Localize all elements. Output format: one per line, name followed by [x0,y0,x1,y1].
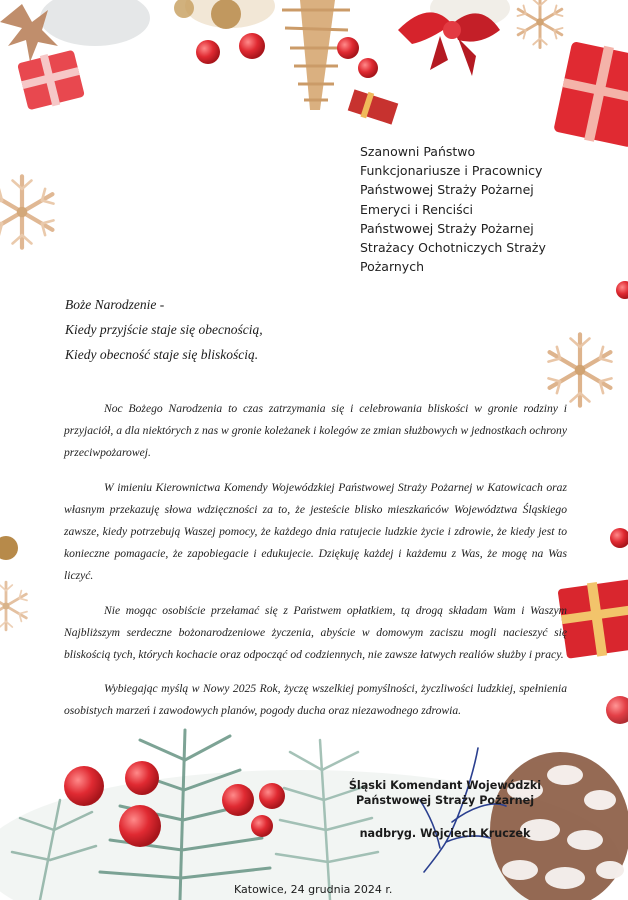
red-bauble-icon [610,528,628,548]
letter-paragraph: W imieniu Kierownictwa Komendy Wojewódzkiej Państwowej Straży Pożarnej w Katowicach oraz własnym przekazuję słowa wdzięczności za to, że jesteście blisko mieszkańców Województwa Śląskiego zawsze, kiedy potrzebują Waszej pomocy, że każdego dnia ratujecie ludzkie życie i zdrowie, że kiedy jest to konieczne pomagacie, że zapobiegacie i edukujecie. Dziękuję każdej i każdemu z Was, że mogę na Was liczyć. [64,480,567,583]
motto-line: Kiedy przyjście staje się obecnością, [65,322,263,337]
recipient-line: Państwowej Straży Pożarnej [360,220,534,236]
red-bauble-icon [358,58,378,78]
signatory-title-line2: Państwowej Straży Pożarnej [355,793,535,807]
gift-box-icon [17,50,85,111]
recipient-line: Pożarnych [360,259,424,275]
recipient-line: Funkcjonariusze i Pracownicy [360,163,543,179]
motto-line: Kiedy obecność staje się bliskością. [65,347,259,362]
red-bauble-icon [337,37,359,59]
red-bauble-icon [239,33,265,59]
top-decorations [0,0,628,148]
recipient-line: Szanowni Państwo [360,144,476,159]
bottom-decorations [0,730,628,900]
red-bow-icon [398,12,500,76]
gold-bauble-icon [0,536,18,560]
recipient-line: Strażacy Ochotniczych Straży [360,240,546,256]
christmas-motto [65,292,263,367]
letter-date: Katowice, 24 grudnia 2024 r. [234,883,393,896]
recipient-line: Emeryci i Renciści [360,201,474,217]
signatory-name: nadbryg. Wojciech Kruczek [359,827,531,840]
small-gift-icon [348,89,399,124]
recipient-line: Państwowej Straży Pożarnej [360,182,534,198]
gift-box-icon [553,41,628,148]
motto-line: Boże Narodzenie - [65,297,165,312]
signatory-title-line1: Śląski Komendant Wojewódzki [348,779,542,792]
gift-box-icon [557,579,628,659]
pine-cone-icon [490,752,628,900]
signature-block [330,779,560,840]
letter-paragraph: Wybiegając myślą w Nowy 2025 Rok, życzę wszelkiej pomyślności, życzliwości ludzkiej, spełnienia osobistych marzeń i zawodowych planów, pogody ducha oraz niezawodnego zdrowia. [64,682,567,718]
letter-body [64,398,567,735]
recipients-block [360,142,546,276]
letter-paragraph: Nie mogąc osobiście przełamać się z Państwem opłatkiem, tą drogą składam Wam i Waszym Najbliższym serdeczne bożonarodzeniowe życzenia, abyście w domowym zaciszu mogli nacieszyć się bliskością tych, których kochacie oraz odpocząć od codziennych, nie zawsze łatwych realiów służby i pracy. [64,603,567,662]
gold-bauble-icon [211,0,241,29]
red-bauble-icon [616,281,628,299]
letter-paragraph: Noc Bożego Narodzenia to czas zatrzymania się i celebrowania bliskości w gronie rodziny i przyjaciół, a dla niektórych z nas w gronie koleżanek i kolegów ze zmian służbowych w jednostkach ochrony przeciwpożarowej. [64,402,567,460]
left-decorations [0,176,54,630]
red-bauble-icon [196,40,220,64]
